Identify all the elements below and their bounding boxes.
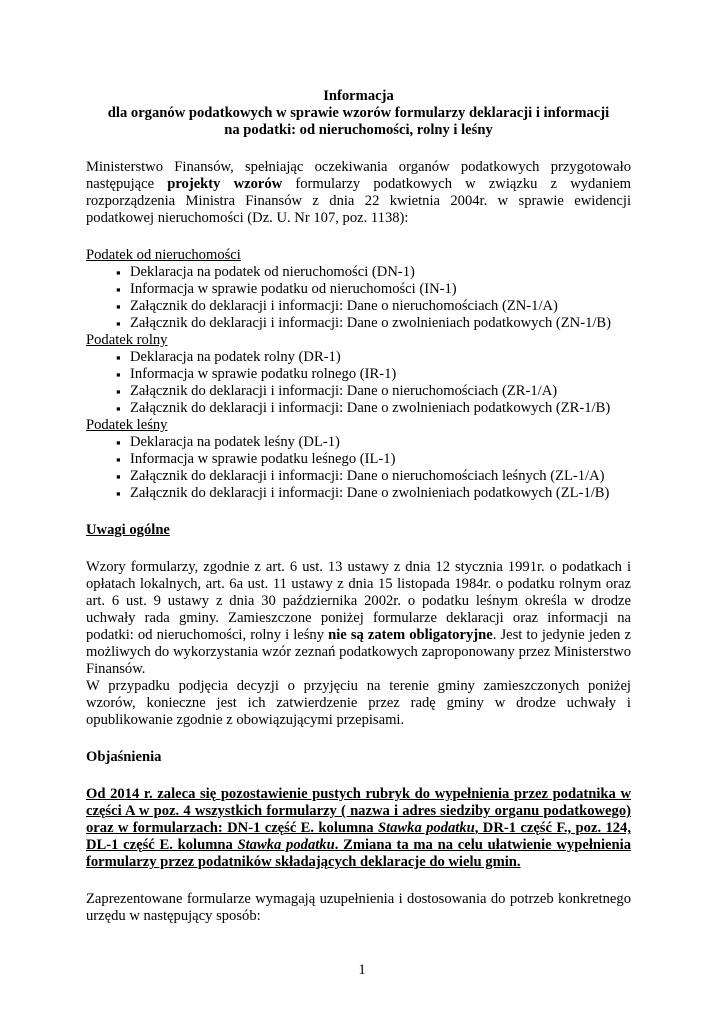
list-item: ▪ Informacja w sprawie podatku rolnego (IR-1)	[130, 366, 631, 383]
objasnienia-heading: Objaśnienia	[86, 749, 162, 765]
list-item: ▪ Deklaracja na podatek rolny (DR-1)	[130, 349, 631, 366]
list-item: ▪ Załącznik do deklaracji i informacji: Dane o nieruchomościach (ZR-1/A)	[130, 383, 631, 400]
uwagi-text-2: . Jest to jedynie jeden z możliwych do wykorzystania wzór zeznań podatkowych zaproponowany przez Ministerstwo Finansów.	[86, 627, 632, 677]
list-item: ▪ Załącznik do deklaracji i informacji: Dane o nieruchomościach (ZN-1/A)	[130, 298, 631, 315]
title-line-2: dla organów podatkowych w sprawie wzorów formularzy deklaracji i informacji	[107, 105, 610, 121]
form-list	[86, 349, 631, 417]
page-number: 1	[358, 962, 366, 978]
objasnienia-italic-1: Stawka podatku	[377, 820, 475, 836]
list-item: ▪ Załącznik do deklaracji i informacji: Dane o zwolnieniach podatkowych (ZR-1/B)	[130, 400, 631, 417]
section-rolny	[86, 332, 631, 417]
title-line-3: na podatki: od nieruchomości, rolny i leśny	[224, 122, 493, 138]
uwagi-text-1: Wzory formularzy, zgodnie z art. 6 ust. 13 ustawy z dnia 12 stycznia 1991r. o podatkach i opłatach lokalnych, art. 6a ust. 11 ustawy z dnia 15 listopada 1984r. o podatku rolnym oraz art. 6 ust. 9 ustawy z dnia 30 października 2002r. o podatku leśnym określa w drodze uchwały rada gminy. Zamieszczone poniżej formularze deklaracji oraz informacji na podatki: od nieruchomości, rolny i leśny	[86, 559, 631, 643]
uwagi-heading: Uwagi ogólne	[86, 522, 170, 538]
objasnienia-paragraph-last: Zaprezentowane formularze wymagają uzupełnienia i dostosowania do potrzeb konkretnego urzędu w następujący sposób:	[86, 891, 631, 924]
uwagi-paragraph-1	[86, 559, 631, 678]
list-item: ▪ Informacja w sprawie podatku leśnego (IL-1)	[130, 451, 631, 468]
list-item: ▪ Załącznik do deklaracji i informacji: Dane o nieruchomościach leśnych (ZL-1/A)	[130, 468, 631, 485]
objasnienia-italic-2: Stawka podatku	[237, 837, 335, 853]
section-nieruchomosci	[86, 247, 631, 332]
intro-paragraph	[86, 159, 631, 227]
uwagi-paragraph-2: W przypadku podjęcia decyzji o przyjęciu na terenie gminy zamieszczonych poniżej wzorów, konieczne jest ich zatwierdzenie przez radę gminy w drodze uchwały i opublikowanie zgodnie z obowiązującymi przepisami.	[86, 678, 631, 728]
uwagi-bold: nie są zatem obligatoryjne	[328, 627, 493, 643]
list-item: ▪ Załącznik do deklaracji i informacji: Dane o zwolnieniach podatkowych (ZN-1/B)	[130, 315, 631, 332]
list-item: ▪ Deklaracja na podatek leśny (DL-1)	[130, 434, 631, 451]
intro-text-2: formularzy podatkowych w związku z wydaniem rozporządzenia Ministra Finansów z dnia 22 kwietnia 2004r. w sprawie ewidencji podatkowej nieruchomości (Dz. U. Nr 107, poz. 1138):	[86, 176, 631, 226]
document-title	[86, 88, 631, 139]
form-list	[86, 264, 631, 332]
objasnienia-text-1: Od 2014 r. zaleca się pozostawienie pustych rubryk do wypełnienia przez podatnika w części A w poz. 4 wszystkich formularzy ( nazwa i adres siedziby organu podatkowego) oraz w formularzach: DN-1 część E. kolumna	[86, 786, 631, 836]
form-list	[86, 434, 631, 502]
section-label: Podatek rolny	[86, 332, 168, 348]
list-item: ▪ Informacja w sprawie podatku od nieruchomości (IN-1)	[130, 281, 631, 298]
objasnienia-bold-paragraph	[86, 786, 631, 871]
intro-text-1: Ministerstwo Finansów, spełniając oczekiwania organów podatkowych przygotowało następujące	[86, 159, 631, 192]
section-lesny	[86, 417, 631, 502]
section-label: Podatek od nieruchomości	[86, 247, 241, 263]
objasnienia-text-2: , DR-1 część F., poz. 124, DL-1 część E. kolumna	[86, 820, 631, 853]
objasnienia-text-3: . Zmiana ta ma na celu ułatwienie wypełnienia formularzy przez podatników składających deklaracje do wielu gmin.	[86, 837, 631, 870]
intro-bold: projekty wzorów	[167, 176, 283, 192]
section-label: Podatek leśny	[86, 417, 168, 433]
list-item: ▪ Deklaracja na podatek od nieruchomości (DN-1)	[130, 264, 631, 281]
title-line-1: Informacja	[323, 88, 394, 104]
list-item: ▪ Załącznik do deklaracji i informacji: Dane o zwolnieniach podatkowych (ZL-1/B)	[130, 485, 631, 502]
